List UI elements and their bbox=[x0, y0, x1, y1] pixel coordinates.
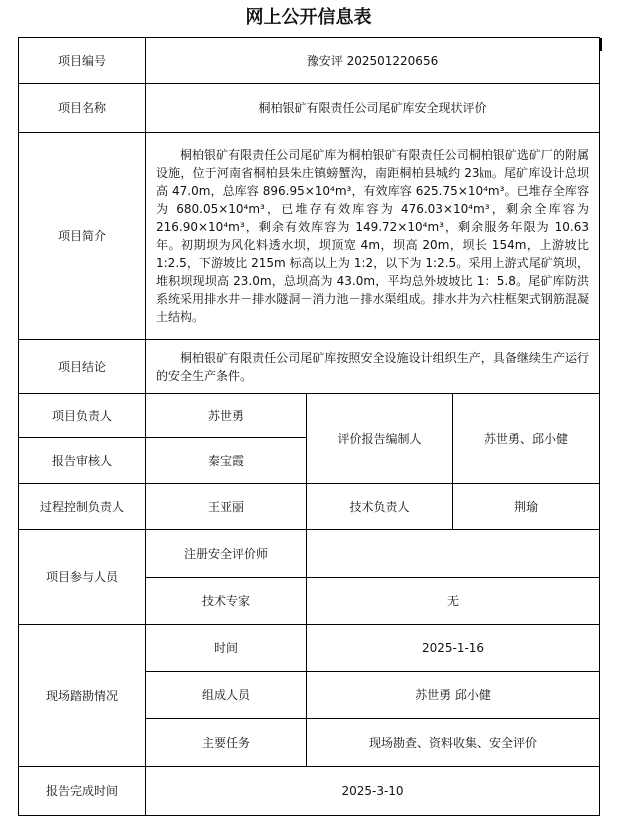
project-intro-cell bbox=[146, 133, 600, 340]
process-control-label: 过程控制负责人 bbox=[19, 484, 146, 530]
row-project-conclusion bbox=[19, 340, 600, 394]
tech-expert-label: 技术专家 bbox=[146, 578, 307, 625]
site-members-label: 组成人员 bbox=[146, 672, 307, 719]
report-compiler-label: 评价报告编制人 bbox=[307, 394, 453, 484]
participants-label: 项目参与人员 bbox=[19, 530, 146, 625]
row-project-name bbox=[19, 84, 600, 133]
assessor-label: 注册安全评价师 bbox=[146, 530, 307, 578]
tech-expert-value: 无 bbox=[307, 578, 600, 625]
site-time-value: 2025-1-16 bbox=[307, 625, 600, 672]
project-name-label: 项目名称 bbox=[19, 84, 146, 133]
project-number-label: 项目编号 bbox=[19, 38, 146, 84]
project-name-value: 桐柏银矿有限责任公司尾矿库安全现状评价 bbox=[146, 84, 600, 133]
report-compiler-value: 苏世勇、邱小健 bbox=[453, 394, 600, 484]
completion-label: 报告完成时间 bbox=[19, 767, 146, 816]
row-assessor bbox=[19, 530, 600, 578]
project-conclusion-text: 桐柏银矿有限责任公司尾矿库按照安全设施设计组织生产，具备继续生产运行的安全生产条件。 bbox=[156, 350, 590, 383]
project-conclusion-cell bbox=[146, 340, 600, 394]
project-number-value: 豫安评 202501220656 bbox=[146, 38, 600, 84]
page-title: 网上公开信息表 bbox=[245, 7, 372, 28]
row-project-number bbox=[19, 38, 600, 84]
site-time-label: 时间 bbox=[146, 625, 307, 672]
row-process-control bbox=[19, 484, 600, 530]
site-tasks-label: 主要任务 bbox=[146, 719, 307, 767]
assessor-value bbox=[307, 530, 600, 578]
project-intro-label: 项目简介 bbox=[19, 133, 146, 340]
site-survey-label: 现场踏勘情况 bbox=[19, 625, 146, 767]
completion-value: 2025-3-10 bbox=[146, 767, 600, 816]
edge-mark bbox=[600, 38, 602, 51]
report-reviewer-label: 报告审核人 bbox=[19, 438, 146, 484]
site-members-value: 苏世勇 邱小健 bbox=[307, 672, 600, 719]
report-reviewer-value: 秦宝霞 bbox=[146, 438, 307, 484]
row-project-leader bbox=[19, 394, 600, 438]
row-project-intro bbox=[19, 133, 600, 340]
site-tasks-value: 现场勘查、资料收集、安全评价 bbox=[307, 719, 600, 767]
project-intro-text: 桐柏银矿有限责任公司尾矿库为桐柏银矿有限责任公司桐柏银矿选矿厂的附属设施，位于河南省桐柏县朱庄镇螃蟹沟，南距桐柏县城约 23㎞。尾矿库设计总坝高 47.0m，总库容 896.95×10⁴m³，有效库容 625.75×10⁴m³。已堆存全库容为 680.05×10⁴m³，已堆存有效库容为 476.03×10⁴m³，剩余全库容为 216.90×10⁴m³，剩余有效库容为 149.72×10⁴m³，剩余服务年限为 10.63 年。初期坝为风化料透水坝，坝顶宽 4m，坝高 20m，坝长 154m，上游坡比 1:2.5，下游坡比 215m 标高以上为 1:2，以下为 1:2.5。采用上游式尾矿筑坝，堆积坝现坝高 23.0m，总坝高为 43.0m，平均总外坡坡比 1：5.8。尾矿库防洪系统采用排水井－排水隧洞－消力池－排水渠组成。排水井为六柱框架式钢筋混凝土结构。 bbox=[156, 148, 590, 324]
tech-lead-label: 技术负责人 bbox=[307, 484, 453, 530]
project-conclusion-label: 项目结论 bbox=[19, 340, 146, 394]
info-table bbox=[18, 37, 600, 816]
project-leader-label: 项目负责人 bbox=[19, 394, 146, 438]
tech-lead-value: 荆瑜 bbox=[453, 484, 600, 530]
project-leader-value: 苏世勇 bbox=[146, 394, 307, 438]
process-control-value: 王亚丽 bbox=[146, 484, 307, 530]
row-completion bbox=[19, 767, 600, 816]
row-site-time bbox=[19, 625, 600, 672]
